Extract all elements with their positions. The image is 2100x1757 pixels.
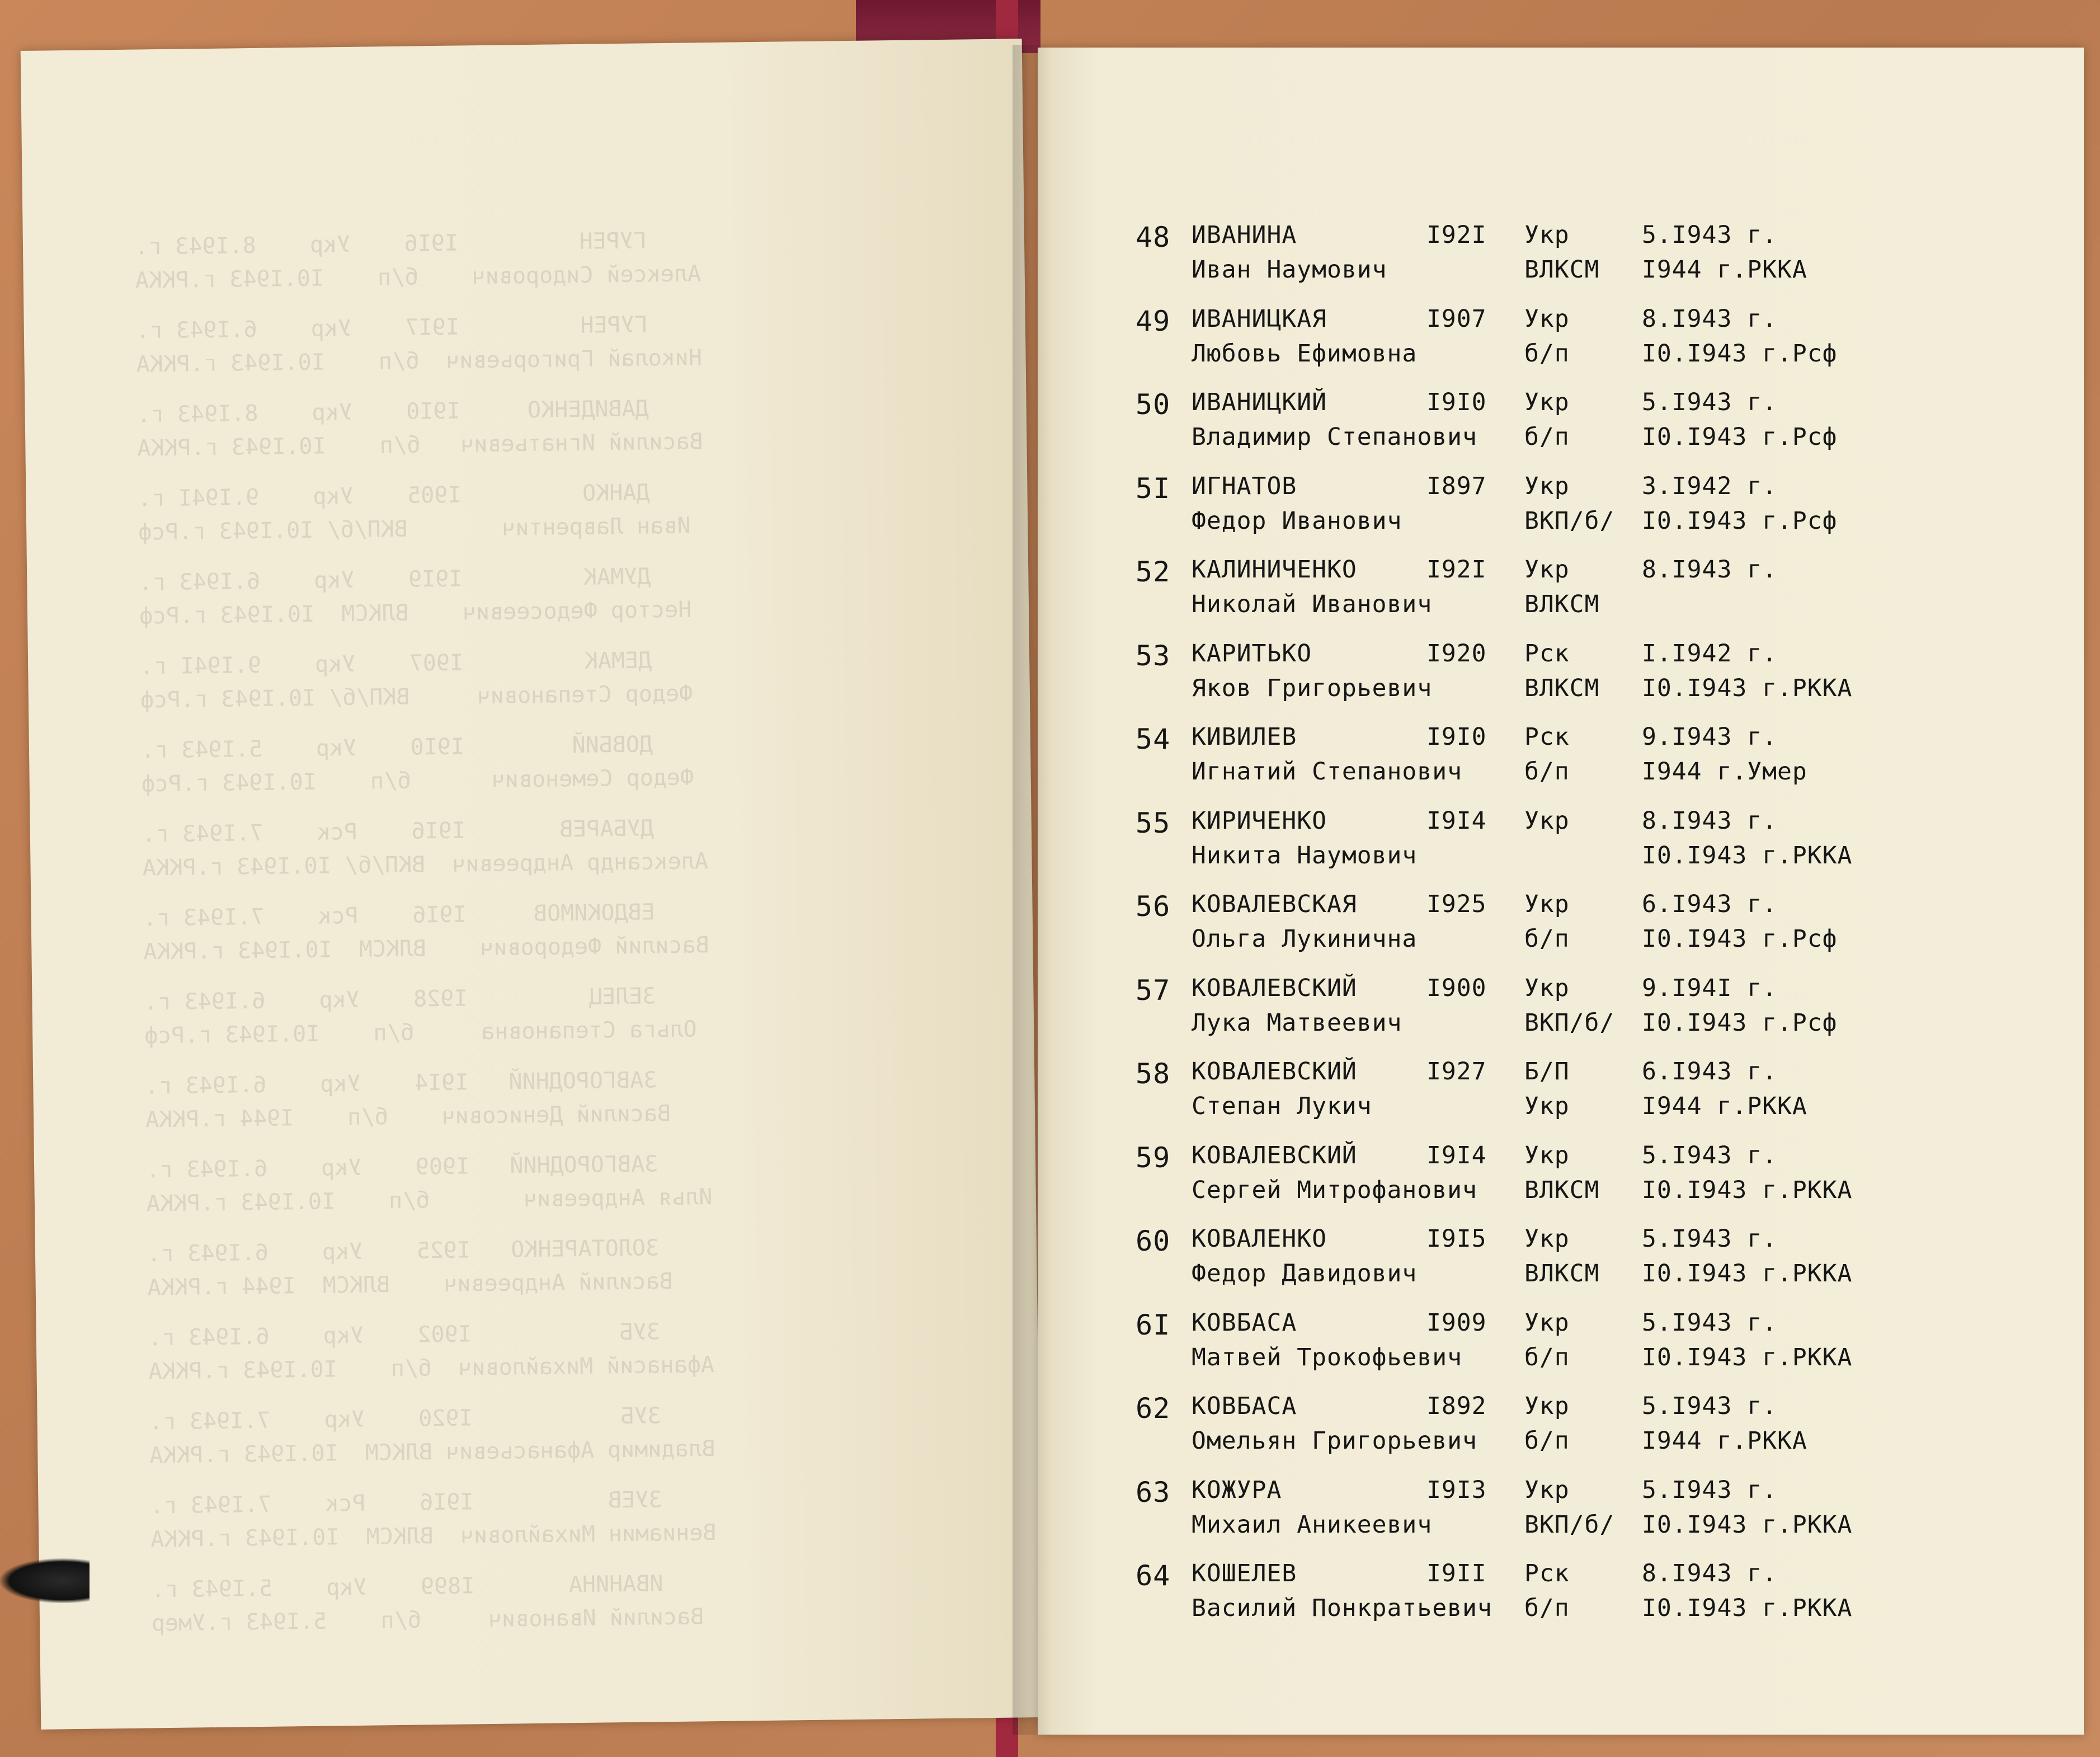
date-to: I0.I943 г.РККА	[1642, 1176, 1853, 1204]
first-names: Федор Иванович	[1192, 507, 1402, 535]
date-from: 5.I943 г.	[1642, 388, 1777, 416]
first-names: Василий Понкратьевич	[1192, 1594, 1492, 1622]
first-names: Федор Давидович	[1192, 1260, 1418, 1288]
surname: КОВАЛЕВСКАЯ	[1192, 890, 1357, 918]
pen-tip	[0, 1558, 90, 1603]
date-to: I0.I943 г.РККА	[1642, 1260, 1853, 1288]
first-names: Омельян Григорьевич	[1192, 1427, 1477, 1455]
birth-year: I9II	[1426, 1559, 1487, 1587]
register-entry	[1038, 974, 2084, 1053]
date-from: 6.I943 г.	[1642, 890, 1777, 918]
register-entry	[1038, 1309, 2084, 1387]
birth-year: I927	[1426, 1058, 1487, 1086]
nationality: Укр	[1524, 807, 1570, 835]
first-names: Николай Иванович	[1192, 590, 1433, 618]
register-entry	[1038, 472, 2084, 551]
party: б/п	[1524, 925, 1570, 953]
nationality: Укр	[1524, 1225, 1570, 1253]
nationality: Укр	[1524, 974, 1570, 1002]
surname: КИРИЧЕНКО	[1192, 807, 1327, 835]
register-entry	[1038, 221, 2084, 299]
register-entry	[1038, 305, 2084, 383]
birth-year: I9I4	[1426, 807, 1487, 835]
party: б/п	[1524, 340, 1570, 368]
entry-number: 48	[1136, 221, 1171, 253]
nationality: Укр	[1524, 388, 1570, 416]
entry-number: 60	[1136, 1225, 1171, 1257]
birth-year: I892	[1426, 1392, 1487, 1420]
register-entry	[1038, 807, 2084, 885]
entry-number: 55	[1136, 807, 1171, 839]
date-to: I944 г.Умер	[1642, 758, 1807, 786]
date-to: I0.I943 г.Рсф	[1642, 423, 1838, 451]
date-from: 9.I94I г.	[1642, 974, 1777, 1002]
date-from: 5.I943 г.	[1642, 1309, 1777, 1337]
date-to: I0.I943 г.РККА	[1642, 674, 1853, 702]
surname: ИВАНИЦКИЙ	[1192, 388, 1327, 416]
date-to: I944 г.РККА	[1642, 1092, 1807, 1120]
right-page	[1038, 48, 2084, 1735]
register-entry	[1038, 1559, 2084, 1638]
register-entry	[1038, 1141, 2084, 1220]
date-to: I0.I943 г.Рсф	[1642, 1009, 1838, 1037]
entry-number: 62	[1136, 1392, 1171, 1425]
party: ВЛКСМ	[1524, 674, 1600, 702]
party: б/п	[1524, 423, 1570, 451]
date-to: I0.I943 г.РККА	[1642, 842, 1853, 870]
nationality: Рск	[1524, 1559, 1570, 1587]
surname: КОЖУРА	[1192, 1476, 1282, 1504]
party: б/п	[1524, 1427, 1570, 1455]
birth-year: I9I0	[1426, 388, 1487, 416]
entry-number: 56	[1136, 890, 1171, 923]
first-names: Никита Наумович	[1192, 842, 1418, 870]
entry-number: 59	[1136, 1141, 1171, 1174]
date-from: 6.I943 г.	[1642, 1058, 1777, 1086]
register-entry	[1038, 1058, 2084, 1136]
date-from: 8.I943 г.	[1642, 556, 1777, 584]
entry-number: 50	[1136, 388, 1171, 421]
first-names: Ольга Лукиничнa	[1192, 925, 1418, 953]
date-from: 5.I943 г.	[1642, 221, 1777, 249]
surname: ИВАНИНА	[1192, 221, 1297, 249]
birth-year: I9I3	[1426, 1476, 1487, 1504]
first-names: Любовь Ефимовна	[1192, 340, 1418, 368]
nationality: Рск	[1524, 723, 1570, 751]
date-from: 5.I943 г.	[1642, 1225, 1777, 1253]
surname: КОВБАСА	[1192, 1392, 1297, 1420]
register-entry	[1038, 723, 2084, 801]
register-entry	[1038, 1476, 2084, 1554]
nationality: Укр	[1524, 556, 1570, 584]
page-fold-shadow	[1013, 45, 1052, 1735]
party: ВКП/б/	[1524, 1511, 1615, 1539]
entry-number: 58	[1136, 1058, 1171, 1090]
date-to: I0.I943 г.РККА	[1642, 1343, 1853, 1371]
nationality: Укр	[1524, 890, 1570, 918]
date-from: 8.I943 г.	[1642, 305, 1777, 333]
nationality: Укр	[1524, 1141, 1570, 1169]
birth-year: I925	[1426, 890, 1487, 918]
surname: КОВАЛЕВСКИЙ	[1192, 974, 1357, 1002]
birth-year: I9I0	[1426, 723, 1487, 751]
left-page: ГУРЕН I9I6 Укр 8.I943 г. Алексей Сидорович б/п I0.I943 г.РККА ГУРЕН I9I7 Укр 6.I943 г. Николай Григорьевич б/п I0.I943 г.РККА ДАВИДЕНКО I9I0 Укр 8.I943 г. Василий Игнатьевич б/п I0.I943 г.РККА ДАНКО I905 Укр 9.I94I г. Иван Лаврентич ВКП/б/ I0.I943 г.Рсф ДУМАК I9I9 Укр 6.I943 г. Нестор Федосеевич ВЛКСМ I0.I943 г.Рсф ДЕМАК I907 Укр 9.I94I г. Федор Степанович ВКП/б/ I0.I943 г.Рсф ДОВБИЙ I9I0 Укр 5.I943 г. Федор Семенович б/п I0.I943 г.Рсф ДУБАРЕВ I9I6 Рск 7.I943 г. Александр Андреевич ВКП/б/ I0.I943 г.РККА ЕВДОКИМОВ I9I6 Рск 7.I943 г. Василий Федорович ВЛКСМ I0.I943 г.РККА ЗЕЛЕЦ I928 Укр 6.I943 г. Ольга Степановна б/п I0.I943 г.Рсф ЗАВГОРОДНИЙ I9I4 Укр 6.I943 г. Василий Денисович б/п I944 г.РККА ЗАВГОРОДНИЙ I909 Укр 6.I943 г. Илья Андреевич б/п I0.I943 г.РККА ЗОЛОТАРЕНКО I925 Укр 6.I943 г. Василий Андреевич ВЛКСМ I944 г.РККА ЗУБ I902 Укр 6.I943 г. Афанасий Михайлович б/п I0.I943 г.РККА ЗУБ I920 Укр 7.I943 г. Владимир Афанасьевич ВЛКСМ I0.I943 г.РККА ЗУЕВ I9I6 Рск 7.I943 г. Вениамин Михайлович ВЛКСМ I0.I943 г.РККА ИВАНИНА I899 Укр 5.I943 г. Василий Иванович б/п 5.I943 г.Умер	[21, 39, 1043, 1730]
birth-year: I907	[1426, 305, 1487, 333]
first-names: Яков Григорьевич	[1192, 674, 1433, 702]
entry-number: 49	[1136, 305, 1171, 337]
party: ВЛКСМ	[1524, 1176, 1600, 1204]
surname: КОВБАСА	[1192, 1309, 1297, 1337]
register-entry	[1038, 1225, 2084, 1303]
surname: КАРИТЬКО	[1192, 640, 1312, 668]
party: ВЛКСМ	[1524, 256, 1600, 284]
entry-number: 57	[1136, 974, 1171, 1007]
first-names: Матвей Трокофьевич	[1192, 1343, 1462, 1371]
date-from: 9.I943 г.	[1642, 723, 1777, 751]
date-to: I0.I943 г.Рсф	[1642, 507, 1838, 535]
birth-year: I9I5	[1426, 1225, 1487, 1253]
nationality: Укр	[1524, 221, 1570, 249]
date-from: 5.I943 г.	[1642, 1392, 1777, 1420]
entry-number: 63	[1136, 1476, 1171, 1509]
surname: КОВАЛЕНКО	[1192, 1225, 1327, 1253]
surname: КОВАЛЕВСКИЙ	[1192, 1058, 1357, 1086]
date-to: I944 г.РККА	[1642, 256, 1807, 284]
entry-number: 53	[1136, 640, 1171, 672]
birth-year: I900	[1426, 974, 1487, 1002]
surname: КАЛИНИЧЕНКО	[1192, 556, 1357, 584]
date-to: I0.I943 г.Рсф	[1642, 925, 1838, 953]
nationality: Укр	[1524, 305, 1570, 333]
date-from: 3.I942 г.	[1642, 472, 1777, 500]
surname: КИВИЛЕВ	[1192, 723, 1297, 751]
surname: ИВАНИЦКАЯ	[1192, 305, 1327, 333]
date-from: 5.I943 г.	[1642, 1141, 1777, 1169]
register-entry	[1038, 640, 2084, 718]
date-from: 8.I943 г.	[1642, 807, 1777, 835]
nationality: Укр	[1524, 1309, 1570, 1337]
date-from: I.I942 г.	[1642, 640, 1777, 668]
entry-number: 64	[1136, 1559, 1171, 1592]
register-entry	[1038, 556, 2084, 634]
date-from: 8.I943 г.	[1642, 1559, 1777, 1587]
birth-year: I897	[1426, 472, 1487, 500]
first-names: Степан Лукич	[1192, 1092, 1372, 1120]
party: ВЛКСМ	[1524, 590, 1600, 618]
first-names: Владимир Степанович	[1192, 423, 1477, 451]
entry-number: 54	[1136, 723, 1171, 755]
birth-year: I92I	[1426, 556, 1487, 584]
nationality: Б/П	[1524, 1058, 1570, 1086]
nationality: Укр	[1524, 1476, 1570, 1504]
party: ВКП/б/	[1524, 1009, 1615, 1037]
entry-number: 52	[1136, 556, 1171, 588]
birth-year: I9I4	[1426, 1141, 1487, 1169]
first-names: Лука Матвеевич	[1192, 1009, 1402, 1037]
party: б/п	[1524, 1594, 1570, 1622]
surname: КОШЕЛЕВ	[1192, 1559, 1297, 1587]
date-from: 5.I943 г.	[1642, 1476, 1777, 1504]
party: б/п	[1524, 758, 1570, 786]
date-to: I0.I943 г.РККА	[1642, 1511, 1853, 1539]
nationality: Рск	[1524, 640, 1570, 668]
birth-year: I909	[1426, 1309, 1487, 1337]
birth-year: I92I	[1426, 221, 1487, 249]
entry-number: 6I	[1136, 1309, 1171, 1341]
party: ВЛКСМ	[1524, 1260, 1600, 1288]
first-names: Иван Наумович	[1192, 256, 1387, 284]
nationality: Укр	[1524, 472, 1570, 500]
party: Укр	[1524, 1092, 1570, 1120]
first-names: Михаил Аникеевич	[1192, 1511, 1433, 1539]
entry-number: 5I	[1136, 472, 1171, 505]
date-to: I0.I943 г.РККА	[1642, 1594, 1853, 1622]
party: б/п	[1524, 1343, 1570, 1371]
surname: КОВАЛЕВСКИЙ	[1192, 1141, 1357, 1169]
date-to: I944 г.РККА	[1642, 1427, 1807, 1455]
surname: ИГНАТОВ	[1192, 472, 1297, 500]
date-to: I0.I943 г.Рсф	[1642, 340, 1838, 368]
party: ВКП/б/	[1524, 507, 1615, 535]
first-names: Игнатий Степанович	[1192, 758, 1462, 786]
nationality: Укр	[1524, 1392, 1570, 1420]
register-entry	[1038, 388, 2084, 467]
first-names: Сергей Митрофанович	[1192, 1176, 1477, 1204]
register-entry	[1038, 890, 2084, 969]
birth-year: I920	[1426, 640, 1487, 668]
register-entry	[1038, 1392, 2084, 1471]
